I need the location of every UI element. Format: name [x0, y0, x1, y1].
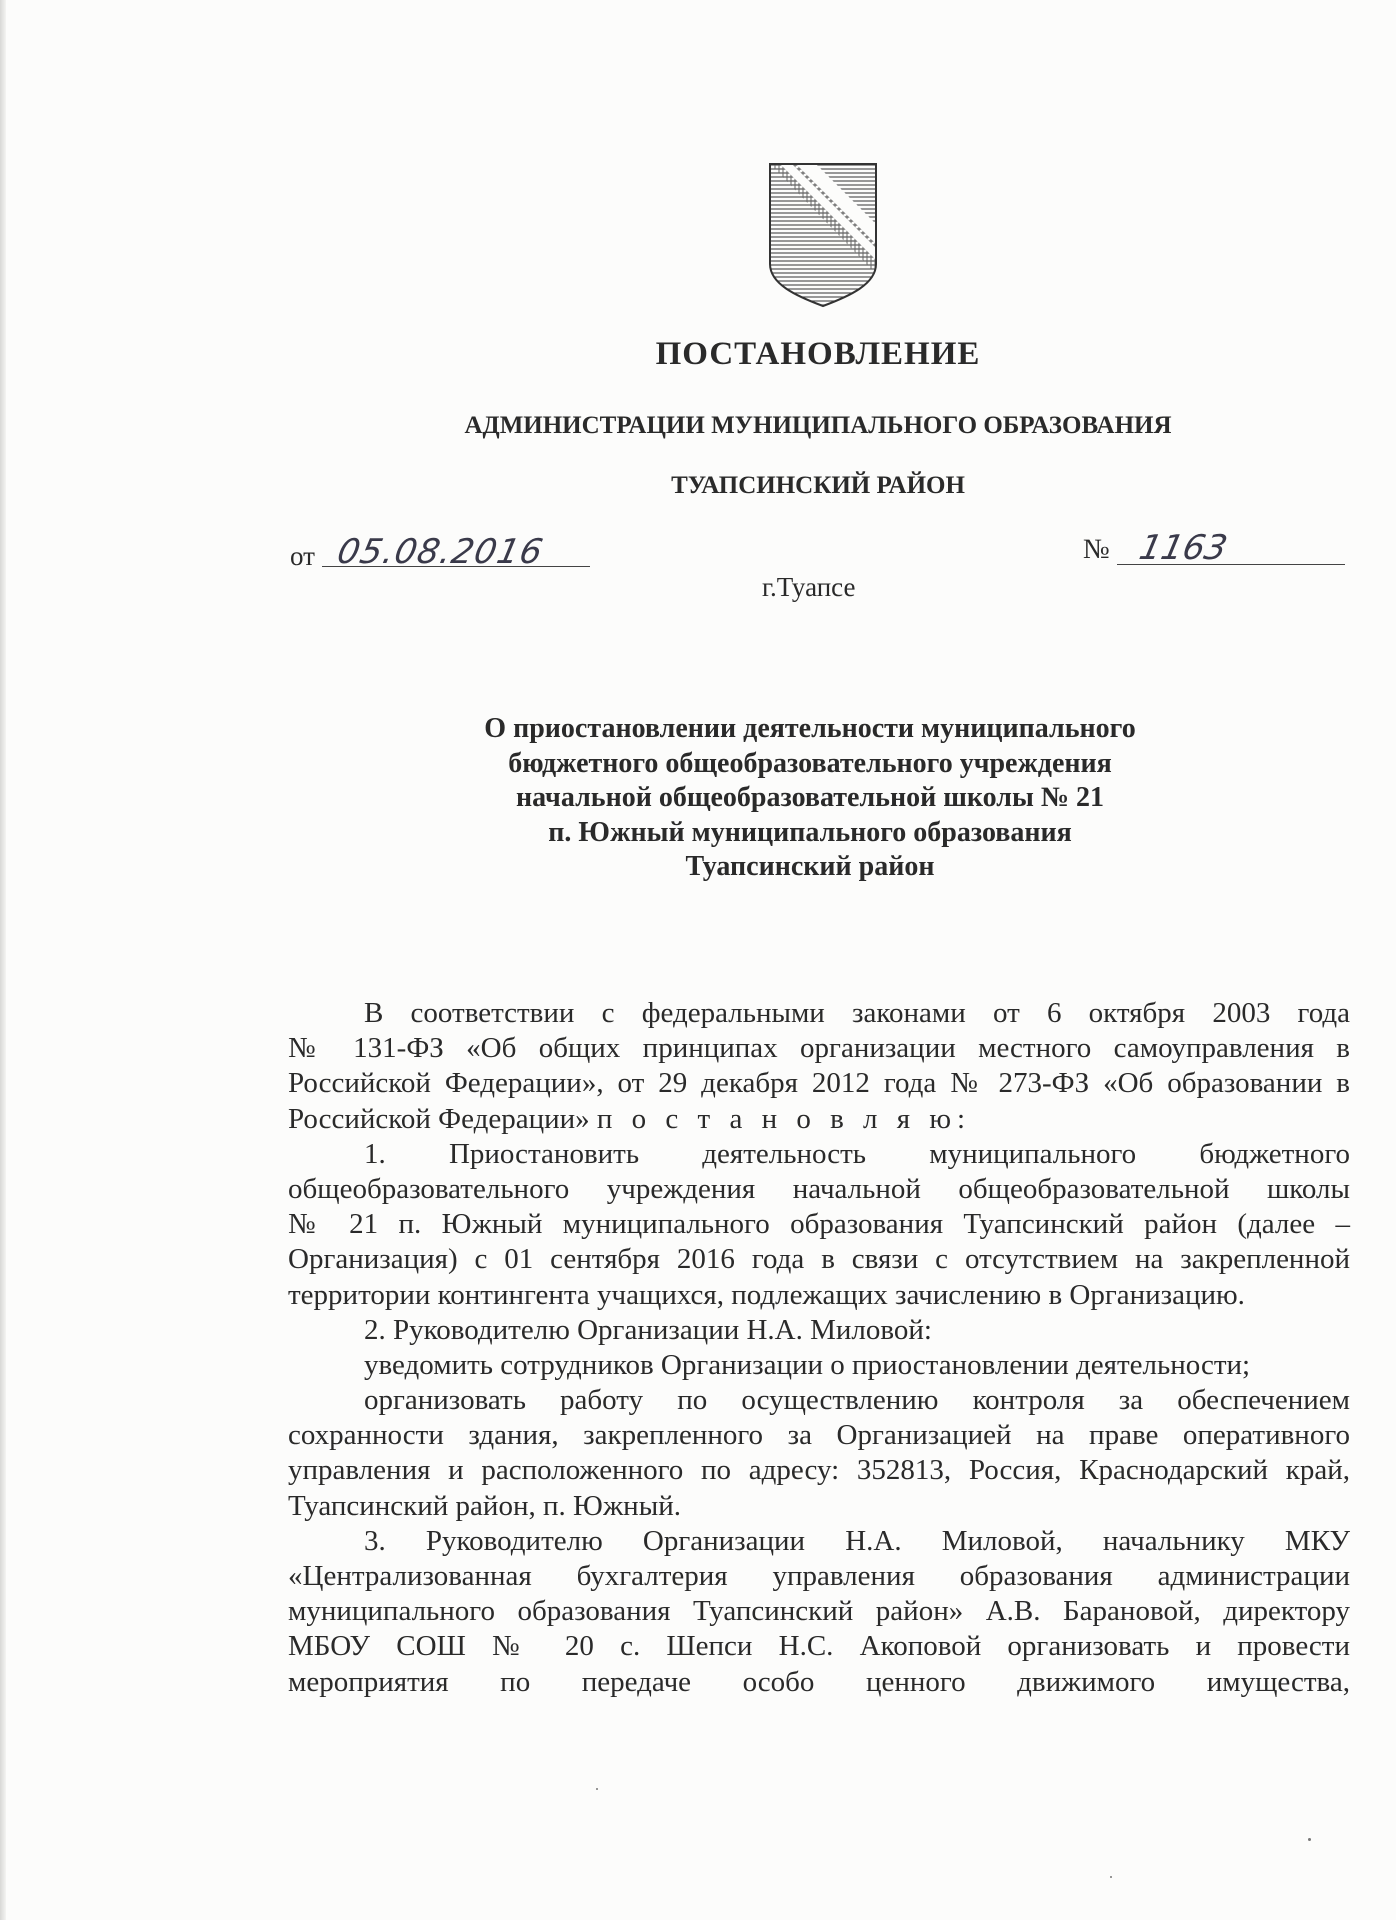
document-body [288, 996, 1350, 1700]
number-label: № [1083, 534, 1110, 565]
body-line-text: Российской Федерации» [288, 1102, 590, 1135]
body-line: 2. Руководителю Организации Н.А. Миловой: [364, 1313, 932, 1346]
subject-line: п. Южный муниципального образования [548, 816, 1072, 848]
subject-line: начальной общеобразовательной школы № 21 [516, 782, 1104, 814]
date-handwritten: 05.08.2016 [333, 532, 547, 572]
body-line: № 21 п. Южный муниципального образования Туапсинский район (далее – [288, 1208, 1350, 1241]
scan-speck [1110, 1876, 1112, 1878]
document-subject [360, 712, 1260, 885]
subject-line: Туапсинский район [685, 851, 935, 883]
body-line: организовать работу по осуществлению контроля за обеспечением [364, 1384, 1350, 1417]
scan-speck [1308, 1838, 1311, 1841]
body-line: МБОУ СОШ № 20 с. Шепси Н.С. Акоповой организовать и провести [288, 1630, 1350, 1663]
body-line: Туапсинский район, п. Южный. [288, 1489, 681, 1522]
issuer-line-1: АДМИНИСТРАЦИИ МУНИЦИПАЛЬНОГО ОБРАЗОВАНИЯ [464, 412, 1172, 439]
date-label: от [290, 541, 315, 571]
body-line: Российской Федерации», от 29 декабря 2012 года № 273-ФЗ «Об образовании в [288, 1067, 1350, 1100]
body-line: управления и расположенного по адресу: 352813, Россия, Краснодарский край, [288, 1454, 1350, 1487]
body-line: мероприятия по передаче особо ценного движимого имущества, [288, 1665, 1350, 1698]
body-line: территории контингента учащихся, подлежащих зачислению в Организацию. [288, 1278, 1245, 1311]
number-handwritten: 1163 [1135, 528, 1231, 568]
body-line-decree [288, 1102, 1350, 1137]
subject-line: О приостановлении деятельности муниципального [484, 713, 1136, 744]
body-line: В соответствии с федеральными законами от 6 октября 2003 года [364, 997, 1350, 1029]
body-line: № 131-ФЗ «Об общих принципах организации местного самоуправления в [288, 1032, 1350, 1065]
body-line: сохранности здания, закрепленного за Организацией на праве оперативного [288, 1419, 1350, 1452]
body-line: 1. Приостановить деятельность муниципального бюджетного [364, 1137, 1350, 1170]
scan-speck [596, 1788, 598, 1790]
body-line: «Централизованная бухгалтерия управления образования администрации [288, 1560, 1350, 1592]
decree-word: п о с т а н о в л я ю: [596, 1102, 972, 1135]
body-line: уведомить сотрудников Организации о приостановлении деятельности; [364, 1348, 1251, 1381]
scan-edge [0, 0, 6, 1920]
city: г.Туапсе [762, 572, 856, 602]
body-line: 3. Руководителю Организации Н.А. Миловой, начальнику МКУ [364, 1524, 1350, 1557]
document-title: ПОСТАНОВЛЕНИЕ [655, 336, 981, 372]
body-line: общеобразовательного учреждения начальной общеобразовательной школы [288, 1172, 1350, 1205]
coat-of-arms-emblem [766, 160, 880, 308]
issuer-line-2: ТУАПСИНСКИЙ РАЙОН [671, 472, 965, 499]
body-line: муниципального образования Туапсинский район» А.В. Барановой, директору [288, 1595, 1350, 1628]
body-line: Организация) с 01 сентября 2016 года в связи с отсутствием на закрепленной [288, 1243, 1350, 1276]
subject-line: бюджетного общеобразовательного учреждения [508, 747, 1112, 779]
